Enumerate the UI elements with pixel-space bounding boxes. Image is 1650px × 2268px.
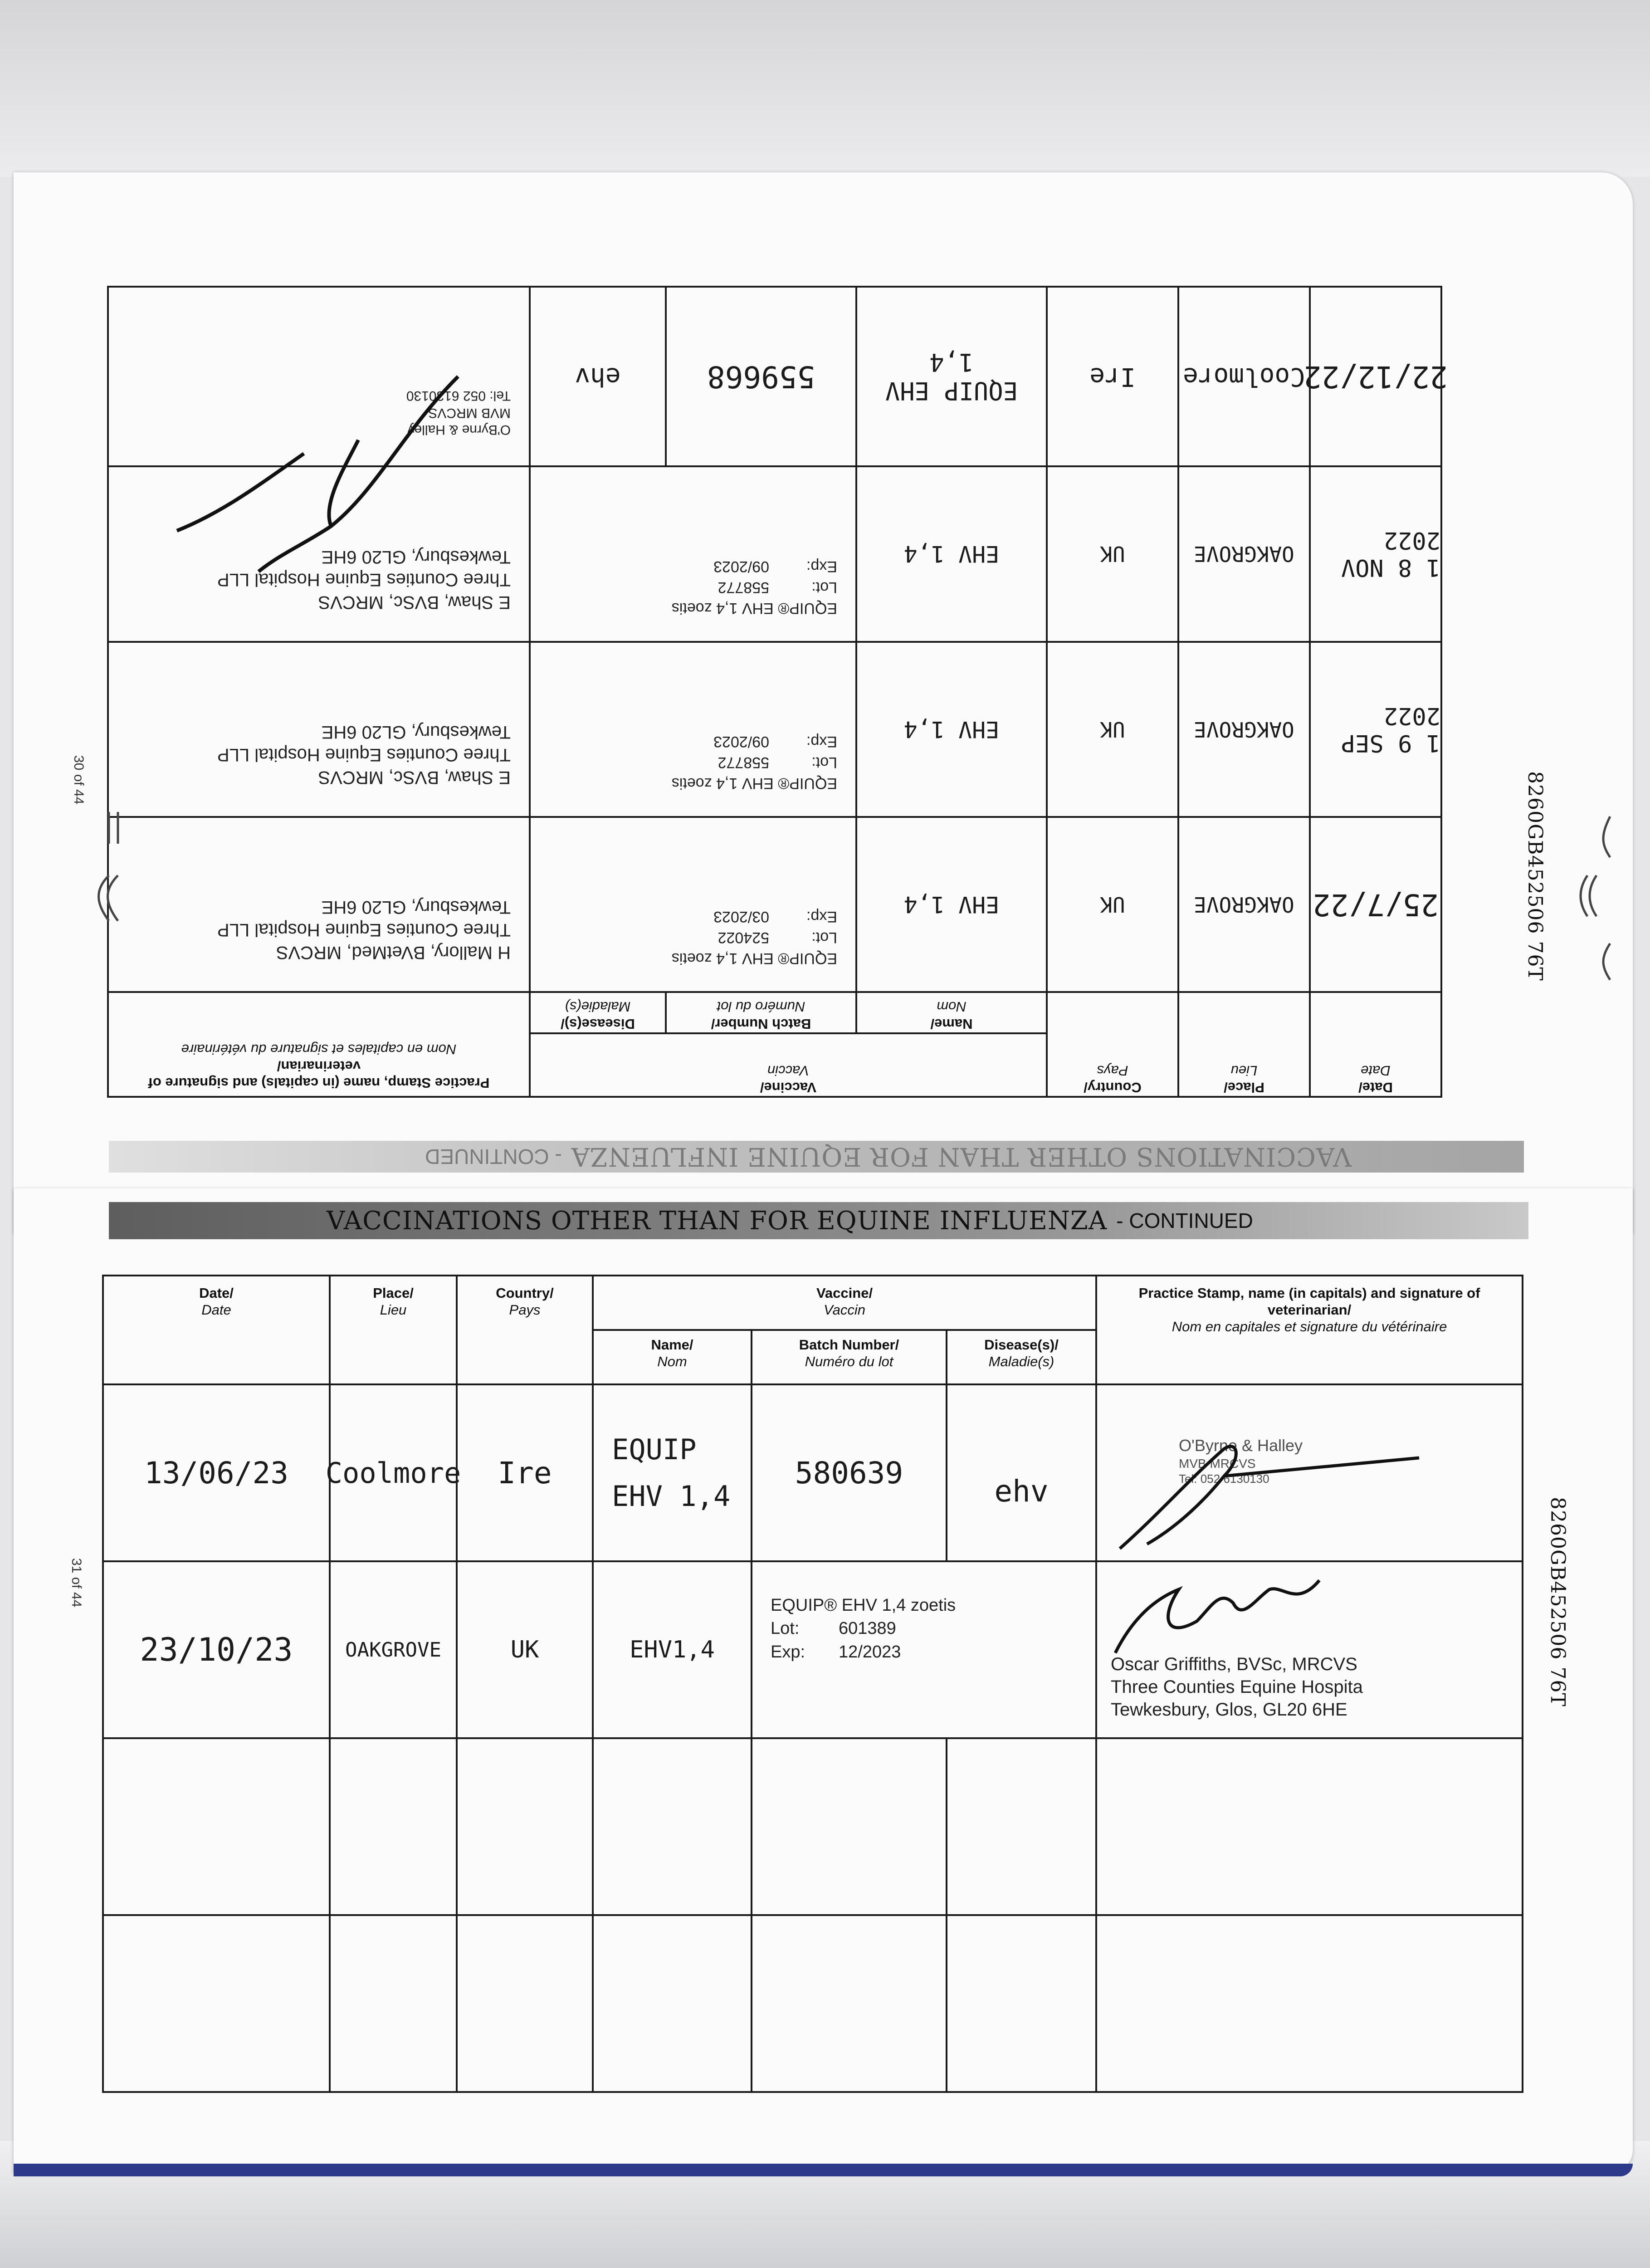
table-row	[103, 1384, 1523, 1561]
vet-stamp: O'Byrne & Halley MVB MRCVS Tel: 052 6130130	[1179, 1436, 1303, 1486]
table-row	[108, 642, 1441, 817]
book-cover-edge	[14, 2164, 1633, 2176]
vet-stamp: E Shaw, BVSc, MRCVS Three Counties Equine Hospital LLP Tewkesbury, GL20 6HE	[217, 722, 511, 787]
sticker-cell	[530, 642, 856, 817]
signature-scribble	[132, 349, 494, 603]
date-cell: 23/10/23	[103, 1561, 330, 1738]
section-banner-upside-down	[109, 1141, 1524, 1173]
vaccine-name-cell: EHV1,4	[593, 1561, 752, 1738]
vet-stamp: O'Byrne & Halley MVB MRCVS Tel: 052 6130130	[406, 388, 511, 438]
vaccine-name-cell: EHV 1,4	[856, 642, 1047, 817]
header-batch: Batch Number/ Numéro du lot	[752, 1330, 947, 1384]
header-stamp: Practice Stamp, name (in capitals) and signature of veterinarian/ Nom en capitales et signature du vétérinaire	[1096, 1276, 1523, 1384]
vaccine-sticker: EQUIP® EHV 1,4 zoetis Lot: 601389 Exp: 12/2023	[771, 1596, 956, 1662]
sticker-cell	[752, 1561, 1096, 1738]
table-row	[108, 817, 1441, 992]
header-stamp: Practice Stamp, name (in capitals) and signature of veterinarian/ Nom en capitales et signature du vétérinaire	[108, 992, 530, 1097]
section-continued-upside-down: - CONTINUED	[425, 1145, 562, 1168]
date-cell: 22/12/22	[1310, 287, 1441, 466]
country-cell: UK	[1047, 817, 1178, 992]
margin-pencil-marks	[1560, 807, 1633, 989]
bottom-page-id: 8260GB452506 76T	[1546, 1497, 1569, 1707]
disease-cell: ehv	[947, 1384, 1096, 1561]
header-disease: Disease(s)/ Maladie(s)	[947, 1330, 1096, 1384]
header-vaccine: Vaccine/ Vaccin	[530, 1033, 1047, 1097]
country-cell: UK	[1047, 642, 1178, 817]
place-cell: Coolmore	[1178, 287, 1310, 466]
date-cell: 1 8 NOV 2022	[1310, 466, 1441, 641]
section-title: VACCINATIONS OTHER THAN FOR EQUINE INFLUENZA	[327, 1206, 1108, 1236]
top-vaccination-table	[109, 286, 1448, 1098]
header-name: Name/ Nom	[593, 1330, 752, 1384]
vaccine-sticker: EQUIP® EHV 1,4 zoetis Lot: 558772 Exp: 09/2023	[671, 557, 837, 617]
header-date: Date/ Date	[1310, 992, 1441, 1097]
vet-stamp-cell	[108, 642, 530, 817]
scan-background-top	[0, 0, 1650, 177]
vet-stamp: H Mallory, BVetMed, MRCVS Three Counties Equine Hospital LLP Tewkesbury, GL20 6HE	[217, 897, 511, 963]
table-row	[103, 1738, 1523, 1915]
country-cell: UK	[1047, 466, 1178, 641]
vet-stamp: E Shaw, BVSc, MRCVS Three Counties Equine Hospital LLP Tewkesbury, GL20 6HE	[217, 547, 511, 612]
header-place: Place/ Lieu	[330, 1276, 457, 1384]
margin-pencil-marks	[91, 807, 136, 925]
date-cell: 1 9 SEP 2022	[1310, 642, 1441, 817]
vet-stamp: Oscar Griffiths, BVSc, MRCVS Three Counties Equine Hospita Tewkesbury, Glos, GL20 6HE	[1111, 1654, 1363, 1720]
country-cell: Ire	[457, 1384, 593, 1561]
place-cell: OAKGROVE	[1178, 642, 1310, 817]
date-cell: 25/7/22	[1310, 817, 1441, 992]
vet-stamp-cell	[108, 817, 530, 992]
vaccine-name-cell: EHV 1,4	[856, 466, 1047, 641]
signature-scribble	[1106, 1571, 1342, 1662]
table-row	[103, 1561, 1523, 1738]
signature-scribble	[1106, 1422, 1433, 1558]
top-page-number: 30 of 44	[71, 755, 86, 805]
table-row	[103, 1915, 1523, 2092]
place-cell: OAKGROVE	[1178, 817, 1310, 992]
vet-stamp-cell	[1096, 1384, 1523, 1561]
country-cell: Ire	[1047, 287, 1178, 466]
top-page-id: 8260GB452506 76T	[1523, 771, 1547, 981]
vaccine-sticker: EQUIP® EHV 1,4 zoetis Lot: 558772 Exp: 09/2023	[671, 733, 837, 792]
place-cell: Coolmore	[330, 1384, 457, 1561]
batch-cell: 580639	[752, 1384, 947, 1561]
vaccine-name-cell: EHV 1,4	[856, 817, 1047, 992]
vet-stamp-cell	[1096, 1561, 1523, 1738]
place-cell: OAKGROVE	[1178, 466, 1310, 641]
header-place: Place/ Lieu	[1178, 992, 1310, 1097]
header-batch: Batch Number/ Numéro du lot	[666, 992, 856, 1033]
sticker-cell	[530, 466, 856, 641]
header-date: Date/ Date	[103, 1276, 330, 1384]
date-cell: 13/06/23	[103, 1384, 330, 1561]
disease-cell: ehv	[530, 287, 666, 466]
section-title-upside-down: VACCINATIONS OTHER THAN FOR EQUINE INFLUENZA	[571, 1142, 1352, 1172]
vaccine-sticker: EQUIP® EHV 1,4 zoetis Lot: 524022 Exp: 03/2023	[671, 908, 837, 968]
header-country: Country/ Pays	[1047, 992, 1178, 1097]
header-name: Name/ Nom	[856, 992, 1047, 1033]
section-continued: - CONTINUED	[1116, 1209, 1253, 1232]
header-country: Country/ Pays	[457, 1276, 593, 1384]
section-banner	[109, 1202, 1528, 1239]
batch-cell: 559668	[666, 287, 856, 466]
header-vaccine: Vaccine/ Vaccin	[593, 1276, 1096, 1330]
country-cell: UK	[457, 1561, 593, 1738]
bottom-vaccination-table	[102, 1275, 1522, 2091]
bottom-page-number: 31 of 44	[69, 1558, 84, 1608]
sticker-cell	[530, 817, 856, 992]
vaccine-name-cell: EQUIP EHV 1,4	[593, 1384, 752, 1561]
vaccine-name-cell: EQUIP EHV 1,4	[856, 287, 1047, 466]
place-cell: OAKGROVE	[330, 1561, 457, 1738]
header-disease: Disease(s)/ Maladie(s)	[530, 992, 666, 1033]
